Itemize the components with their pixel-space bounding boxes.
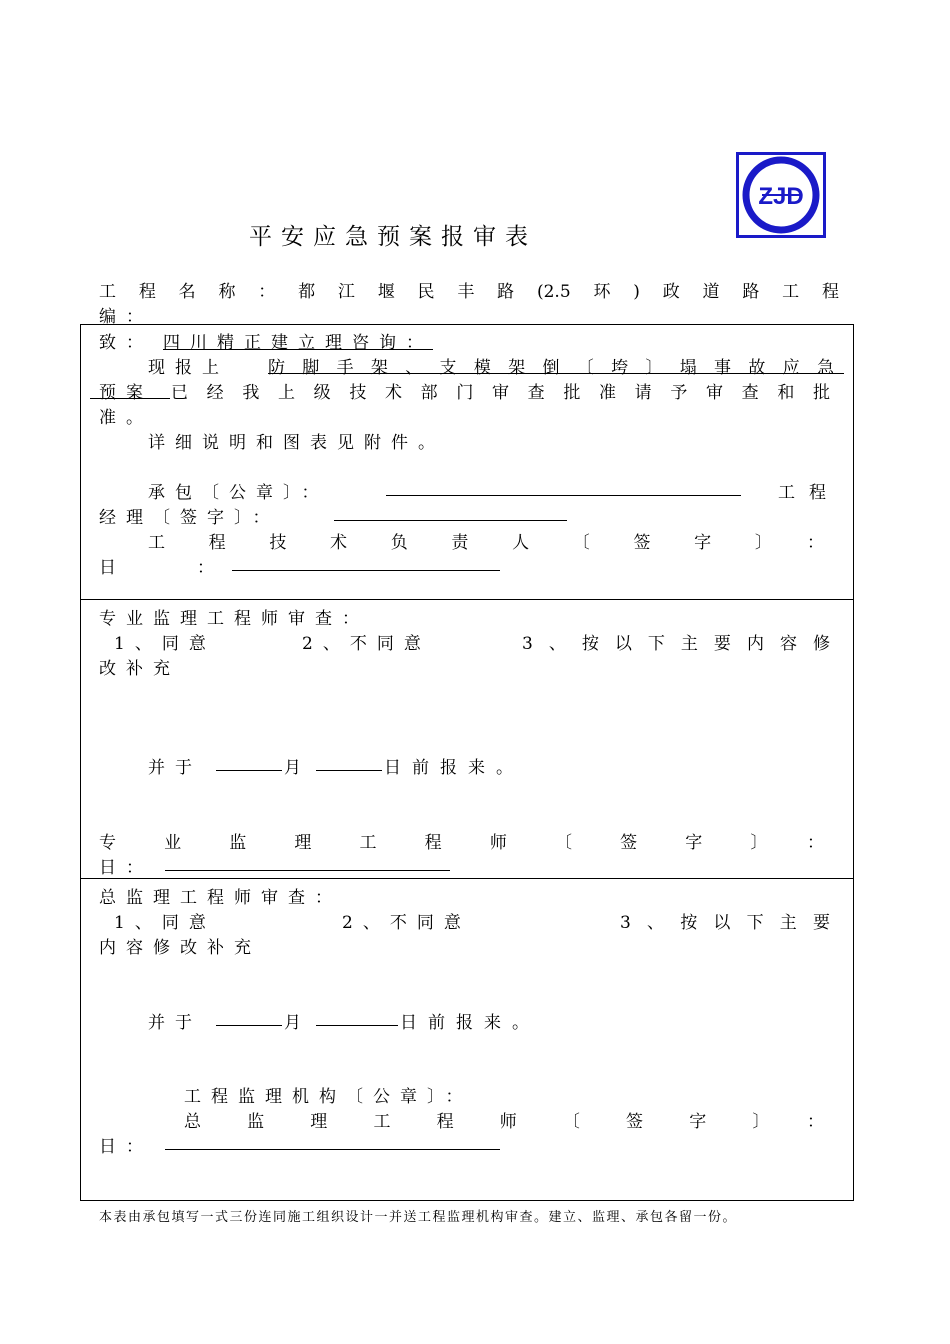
option-disagree-1[interactable]: 2、不同意 xyxy=(302,634,431,654)
option-revise-2[interactable]: 3、按以下主要 xyxy=(620,913,830,933)
plan-subject-1: 防脚手架、支模架倒〔垮〕塌事故应急 xyxy=(268,358,834,378)
project-name-line: 工程名称：都江堰民丰路(2.5环)政道路工程 xyxy=(99,282,839,302)
code-label: 编： xyxy=(99,307,153,327)
submit-prefix: 现报上 xyxy=(148,358,229,378)
project-word: 工程 xyxy=(778,483,840,503)
svg-text:ZJD: ZJD xyxy=(758,183,804,210)
option-agree-1[interactable]: 1、同意 xyxy=(114,634,216,654)
deadline-month-field-2[interactable] xyxy=(216,1025,282,1026)
deadline-month-field-1[interactable] xyxy=(216,770,282,771)
tech-lead-sign-label: 工程技术负责人〔签字〕： xyxy=(148,533,824,553)
company-logo xyxy=(736,152,826,238)
approval-request-cont: 准。 xyxy=(99,408,153,428)
deadline-day-field-1[interactable] xyxy=(316,770,382,771)
plan-subject-2: 预案 xyxy=(99,383,153,403)
option-disagree-2[interactable]: 2、不同意 xyxy=(342,913,471,933)
contractor-seal-label: 承包〔公章〕： xyxy=(148,483,329,503)
approval-request: 已经我上级技术部门审查批准请予审查和批 xyxy=(171,383,830,403)
month-label-1: 月 xyxy=(284,758,301,778)
option-revise-cont-2: 内容修改补充 xyxy=(99,938,261,958)
manager-sign-label: 经理〔签字〕： xyxy=(99,508,280,528)
chief-sign-label: 总监理工程师〔签字〕： xyxy=(184,1112,824,1132)
chief-review-heading: 总监理工程师审查： xyxy=(99,888,342,908)
to-recipient: 四川精正建立理咨询： xyxy=(163,333,433,353)
zjd-logo-icon xyxy=(736,152,826,238)
option-revise-cont-1: 改补充 xyxy=(99,659,180,679)
deadline-day-field-2[interactable] xyxy=(316,1025,398,1026)
day-suffix-2: 日前报来。 xyxy=(400,1013,540,1033)
deadline-prefix-2: 并于 xyxy=(148,1013,202,1033)
contractor-seal-field[interactable] xyxy=(386,495,741,496)
option-revise-1[interactable]: 3、按以下主要内容修 xyxy=(522,634,830,654)
option-agree-2[interactable]: 1、同意 xyxy=(114,913,216,933)
attachment-note: 详细说明和图表见附件。 xyxy=(148,433,445,453)
specialist-review-heading: 专业监理工程师审查： xyxy=(99,609,369,629)
org-seal-label: 工程监理机构〔公章〕： xyxy=(184,1087,473,1107)
specialist-sign-label: 专业监理工程师〔签字〕： xyxy=(99,833,824,853)
section-divider-2 xyxy=(80,878,854,879)
month-label-2: 月 xyxy=(284,1013,301,1033)
date-field-1[interactable] xyxy=(232,570,500,571)
manager-sign-field[interactable] xyxy=(334,520,567,521)
date-label-1: 日： xyxy=(99,558,214,578)
section-divider-1 xyxy=(80,599,854,600)
date-label-2: 日： xyxy=(99,858,153,878)
deadline-prefix-1: 并于 xyxy=(148,758,202,778)
date-field-3[interactable] xyxy=(165,1149,500,1150)
footer-note: 本表由承包填写一式三份连同施工组织设计一并送工程监理机构审查。建立、监理、承包各留一份。 xyxy=(99,1210,738,1225)
to-prefix: 致： xyxy=(99,333,153,353)
date-field-2[interactable] xyxy=(165,870,450,871)
page-title: 平安应急预案报审表 xyxy=(249,224,537,250)
day-suffix-1: 日前报来。 xyxy=(384,758,524,778)
date-label-3: 日： xyxy=(99,1137,153,1157)
